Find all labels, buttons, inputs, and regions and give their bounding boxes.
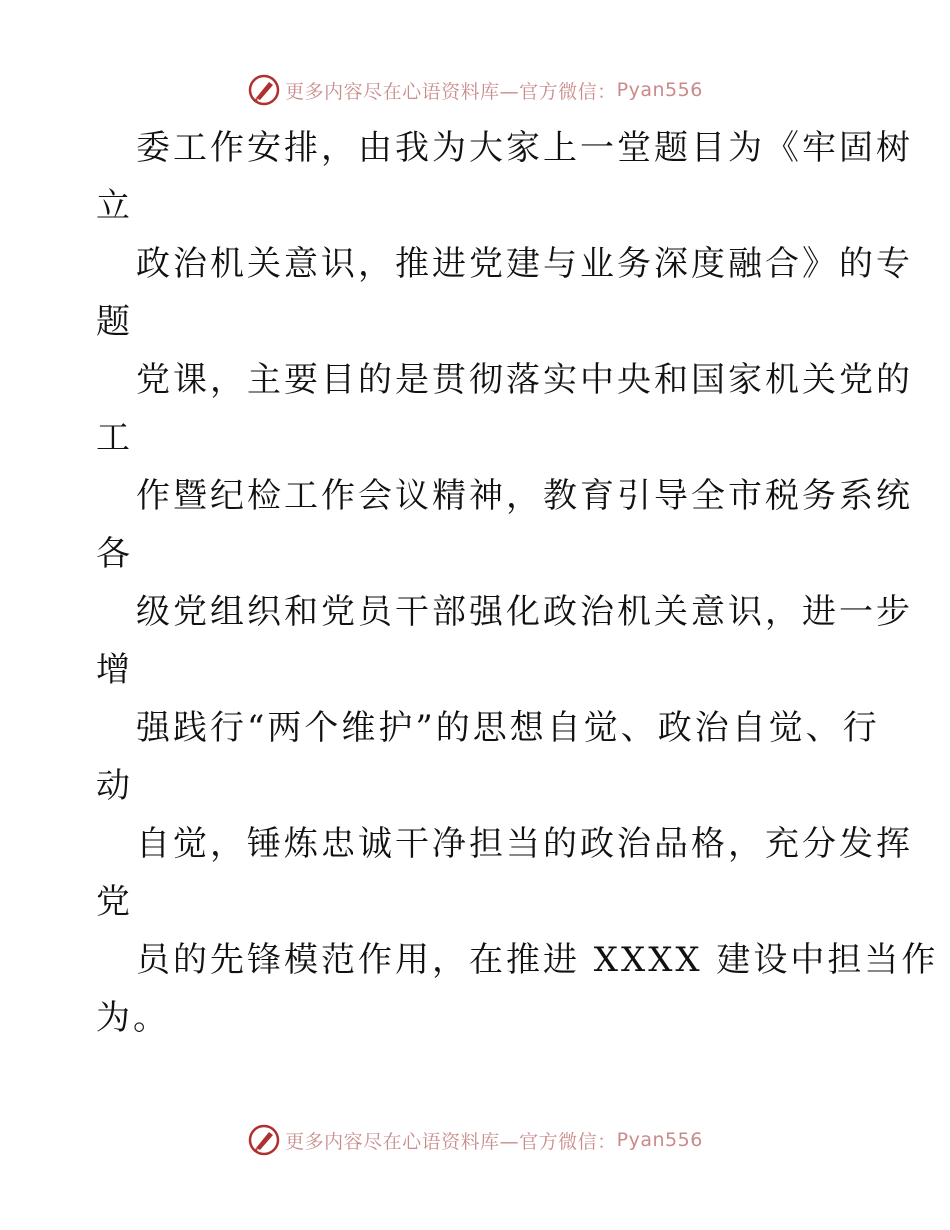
watermark-handle: Pyan556 xyxy=(616,1129,703,1151)
text-line: 工 xyxy=(96,418,133,458)
text-line: 为。 xyxy=(96,998,170,1038)
text-line: 题 xyxy=(96,302,133,342)
text-line: 政治机关意识，推进党建与业务深度融合》的专 xyxy=(136,244,913,284)
pen-logo-icon xyxy=(247,1123,281,1157)
text-line: 自觉，锤炼忠诚干净担当的政治品格，充分发挥 xyxy=(136,824,913,864)
text-line: 动 xyxy=(96,766,133,806)
watermark-handle: Pyan556 xyxy=(616,79,703,101)
text-line: 委工作安排，由我为大家上一堂题目为《牢固树 xyxy=(136,128,913,168)
text-line: 级党组织和党员干部强化政治机关意识，进一步 xyxy=(136,592,913,632)
header-watermark xyxy=(0,70,950,110)
watermark-text: 更多内容尽在心语资料库—官方微信： xyxy=(285,1130,617,1153)
text-line: 员的先锋模范作用，在推进 XXXX 建设中担当作 xyxy=(136,940,939,980)
text-line: 党课，主要目的是贯彻落实中央和国家机关党的 xyxy=(136,360,913,400)
text-line: 强践行“两个维护”的思想自觉、政治自觉、行 xyxy=(136,708,880,748)
watermark-text: 更多内容尽在心语资料库—官方微信： xyxy=(285,80,617,103)
text-line: 增 xyxy=(96,650,133,690)
text-line: 党 xyxy=(96,882,133,922)
text-line: 作暨纪检工作会议精神，教育引导全市税务系统 xyxy=(136,476,913,516)
pen-logo-icon xyxy=(247,73,281,107)
text-line: 立 xyxy=(96,186,133,226)
text-line: 各 xyxy=(96,534,133,574)
footer-watermark xyxy=(0,1120,950,1160)
